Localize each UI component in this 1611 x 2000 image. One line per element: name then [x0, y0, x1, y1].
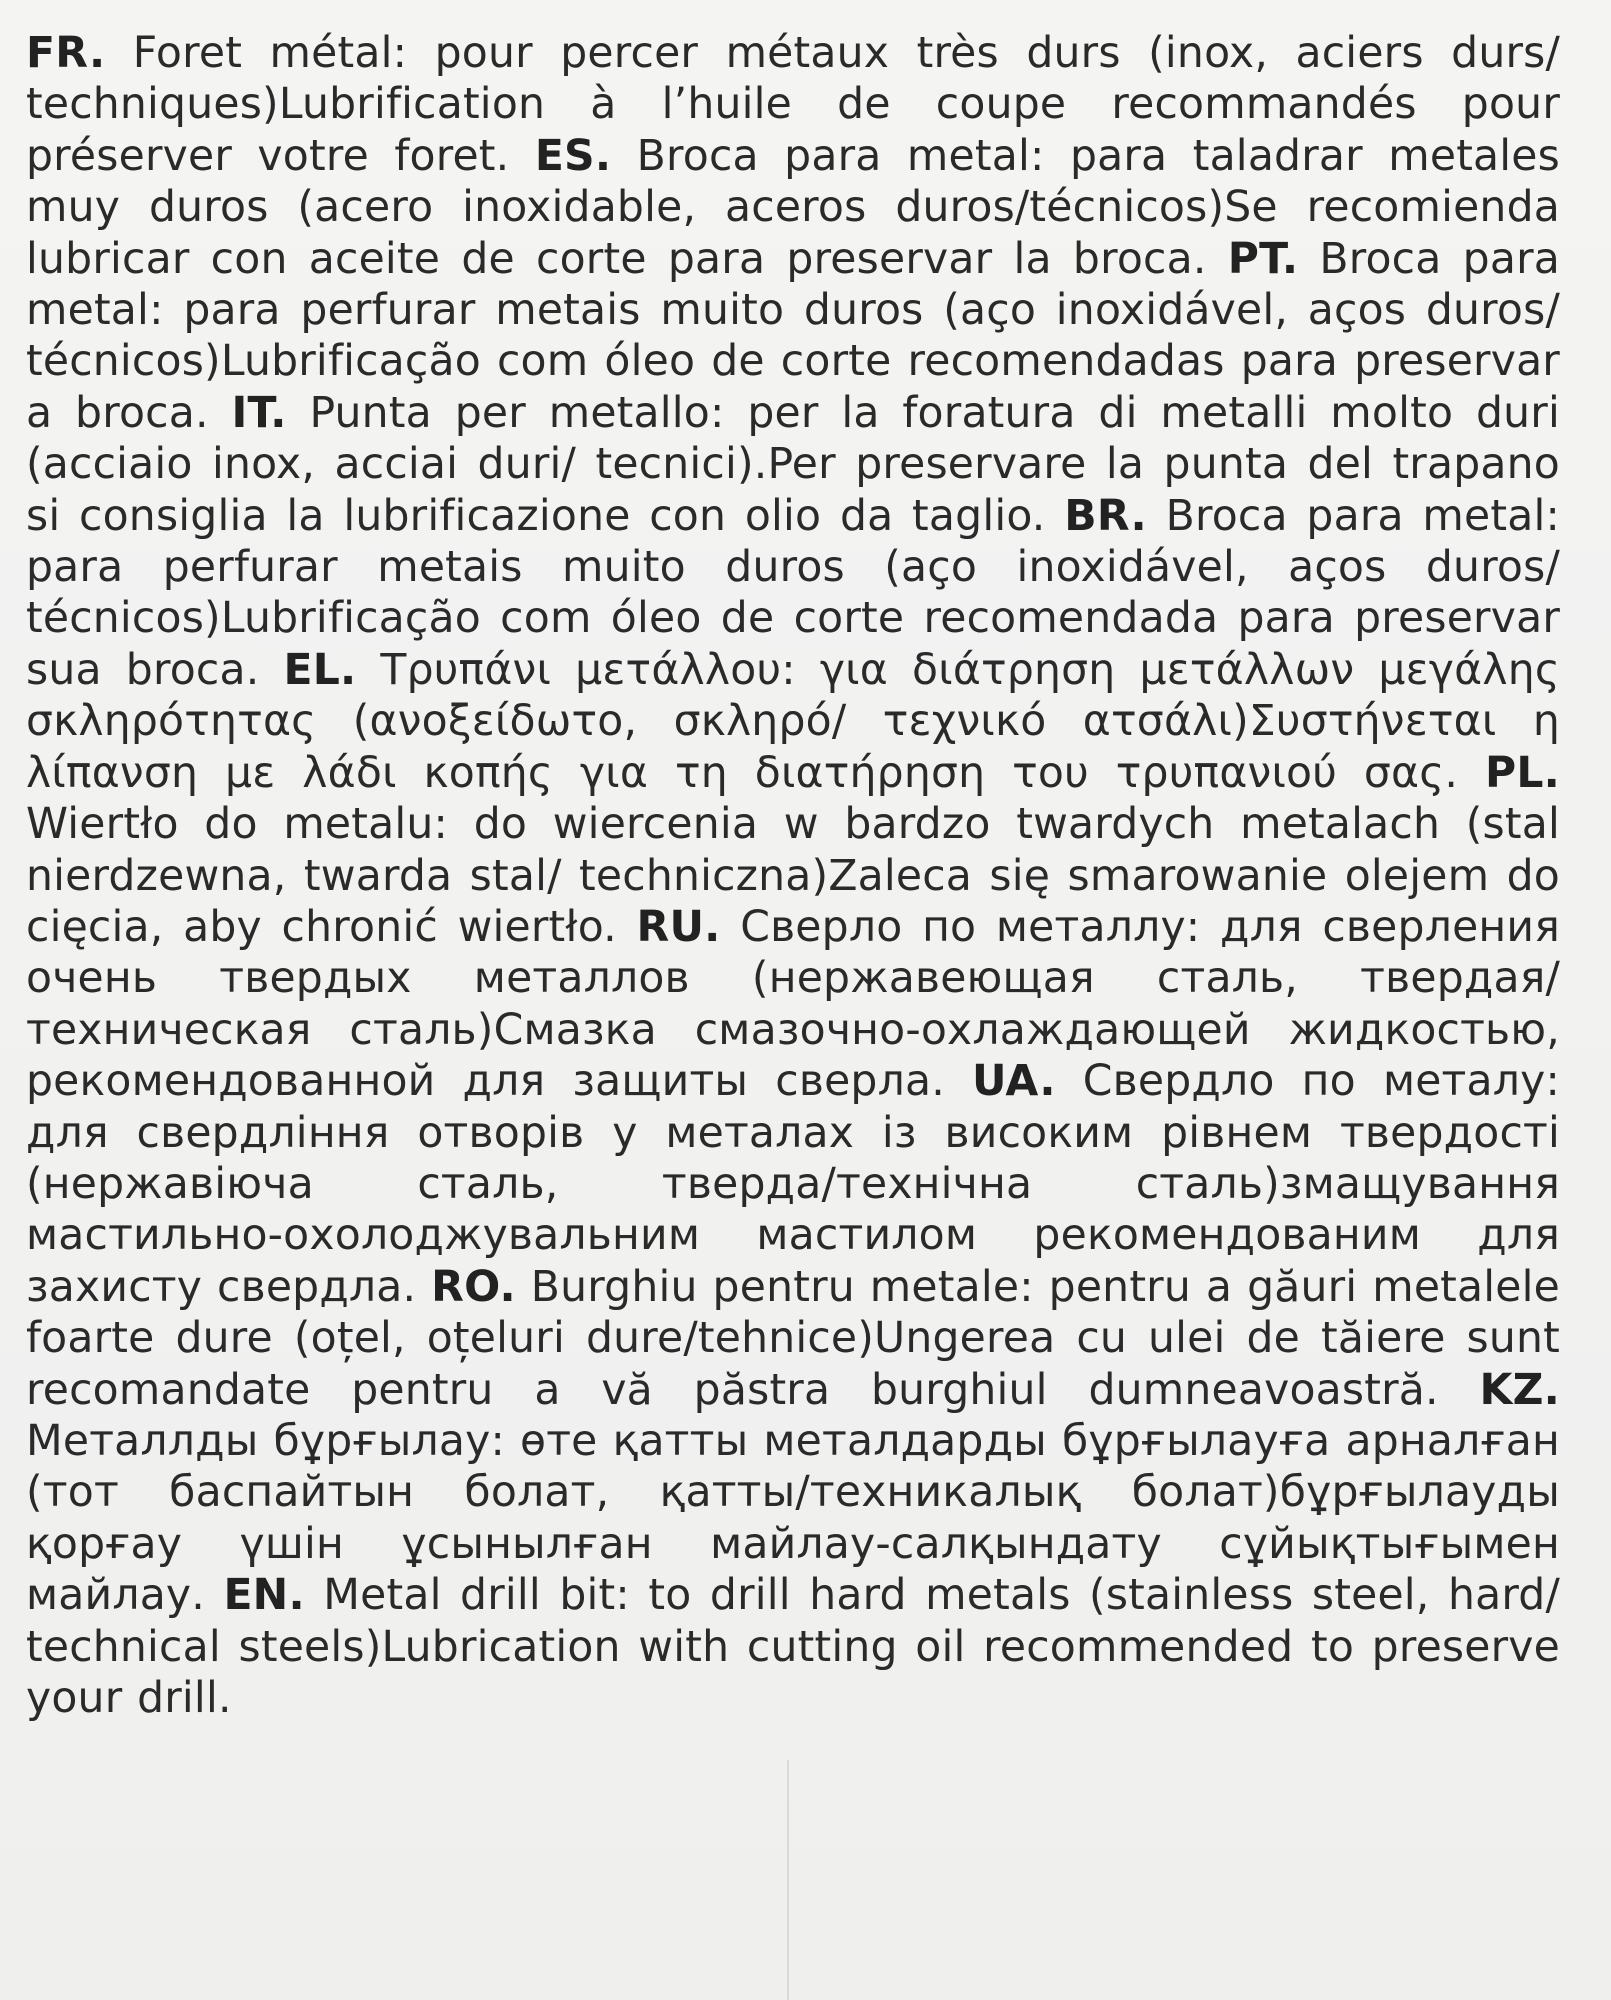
lang-code-it: IT.: [231, 388, 287, 438]
lang-text-ro: Burghiu pentru metale: pentru a găuri metalele foarte dure (oțel, oțeluri dure/tehnice)Ungerea cu ulei de tăiere sunt recomandate pentru a vă păstra burghiul dumneavoastră.: [26, 1262, 1560, 1415]
lang-code-pl: PL.: [1485, 748, 1560, 798]
lang-text-el: Τρυπάνι μετάλλου: για διάτρηση μετάλλων μεγάλης σκληρότητας (ανοξείδωτο, σκληρό/ τεχνικό ατσάλι)Συστήνεται η λίπανση με λάδι κοπής για τη διατήρηση του τρυπανιού σας.: [26, 645, 1560, 798]
lang-code-fr: FR.: [26, 29, 106, 78]
lang-code-ua: UA.: [972, 1057, 1056, 1107]
lang-text-es: Broca para metal: para taladrar metales muy duros (acero inoxidable, aceros duros/técnicos)Se recomienda lubricar con aceite de corte para preservar la broca.: [26, 131, 1561, 284]
lang-text-pl: Wiertło do metalu: do wiercenia w bardzo twardych metalach (stal nierdzewna, twarda stal/ techniczna)Zaleca się smarowanie olejem do cięcia, aby chronić wiertło.: [26, 800, 1560, 952]
lang-code-ro: RO.: [431, 1262, 516, 1312]
lang-code-ru: RU.: [636, 902, 721, 952]
lang-text-en: Metal drill bit: to drill hard metals (stainless steel, hard/ technical steels)Lubrication with cutting oil recommended to preserve your drill.: [26, 1571, 1560, 1723]
lang-text-pt: Broca para metal: para perfurar metais muito duros (aço inoxidável, aços duros/ técnicos)Lubrificação com óleo de corte recomendadas para preservar a broca.: [26, 234, 1560, 438]
lang-code-en: EN.: [223, 1571, 305, 1621]
lang-code-es: ES.: [534, 131, 612, 181]
lang-text-it: Punta per metallo: per la foratura di metalli molto duri (acciaio inox, acciai duri/ tecnici).Per preservare la punta del trapano si consiglia la lubrificazione con olio da taglio.: [26, 388, 1560, 541]
lang-code-kz: KZ.: [1479, 1365, 1560, 1415]
lang-text-br: Broca para metal: para perfurar metais muito duros (aço inoxidável, aços duros/ técnicos)Lubrificação com óleo de corte recomendada para preservar sua broca.: [26, 491, 1561, 695]
lang-text-ru: Сверло по металлу: для сверления очень твердых металлов (нержавеющая сталь, твердая/ техническая сталь)Смазка смазочно-охлаждающей жидкостью, рекомендованной для защиты сверла.: [26, 902, 1560, 1107]
lang-code-br: BR.: [1064, 491, 1147, 541]
lang-text-fr: Foret métal: pour percer métaux très durs (inox, aciers durs/ techniques)Lubrification à l’huile de coupe recommandés pour préserver votre foret.: [26, 29, 1560, 181]
lang-text-kz: Металлды бұрғылау: өте қатты металдарды бұрғылауға арналған (тот баспайтын болат, қатты/техникалық болат)бұрғылауды қорғау үшін ұсынылған майлау-салқындату сұйықтығымен майлау.: [26, 1416, 1560, 1621]
lang-code-el: EL.: [283, 645, 357, 695]
lang-code-pt: PT.: [1227, 234, 1299, 284]
crease-line: [787, 1760, 789, 2000]
lang-text-ua: Свердло по металу: для свердління отворів у металах із високим рівнем твердості (нержавіюча сталь, тверда/технічна сталь)змащування мастильно-охолоджувальним мастилом рекомендованим для захисту свердла.: [26, 1057, 1560, 1312]
multilingual-instructions: [26, 28, 1560, 1724]
